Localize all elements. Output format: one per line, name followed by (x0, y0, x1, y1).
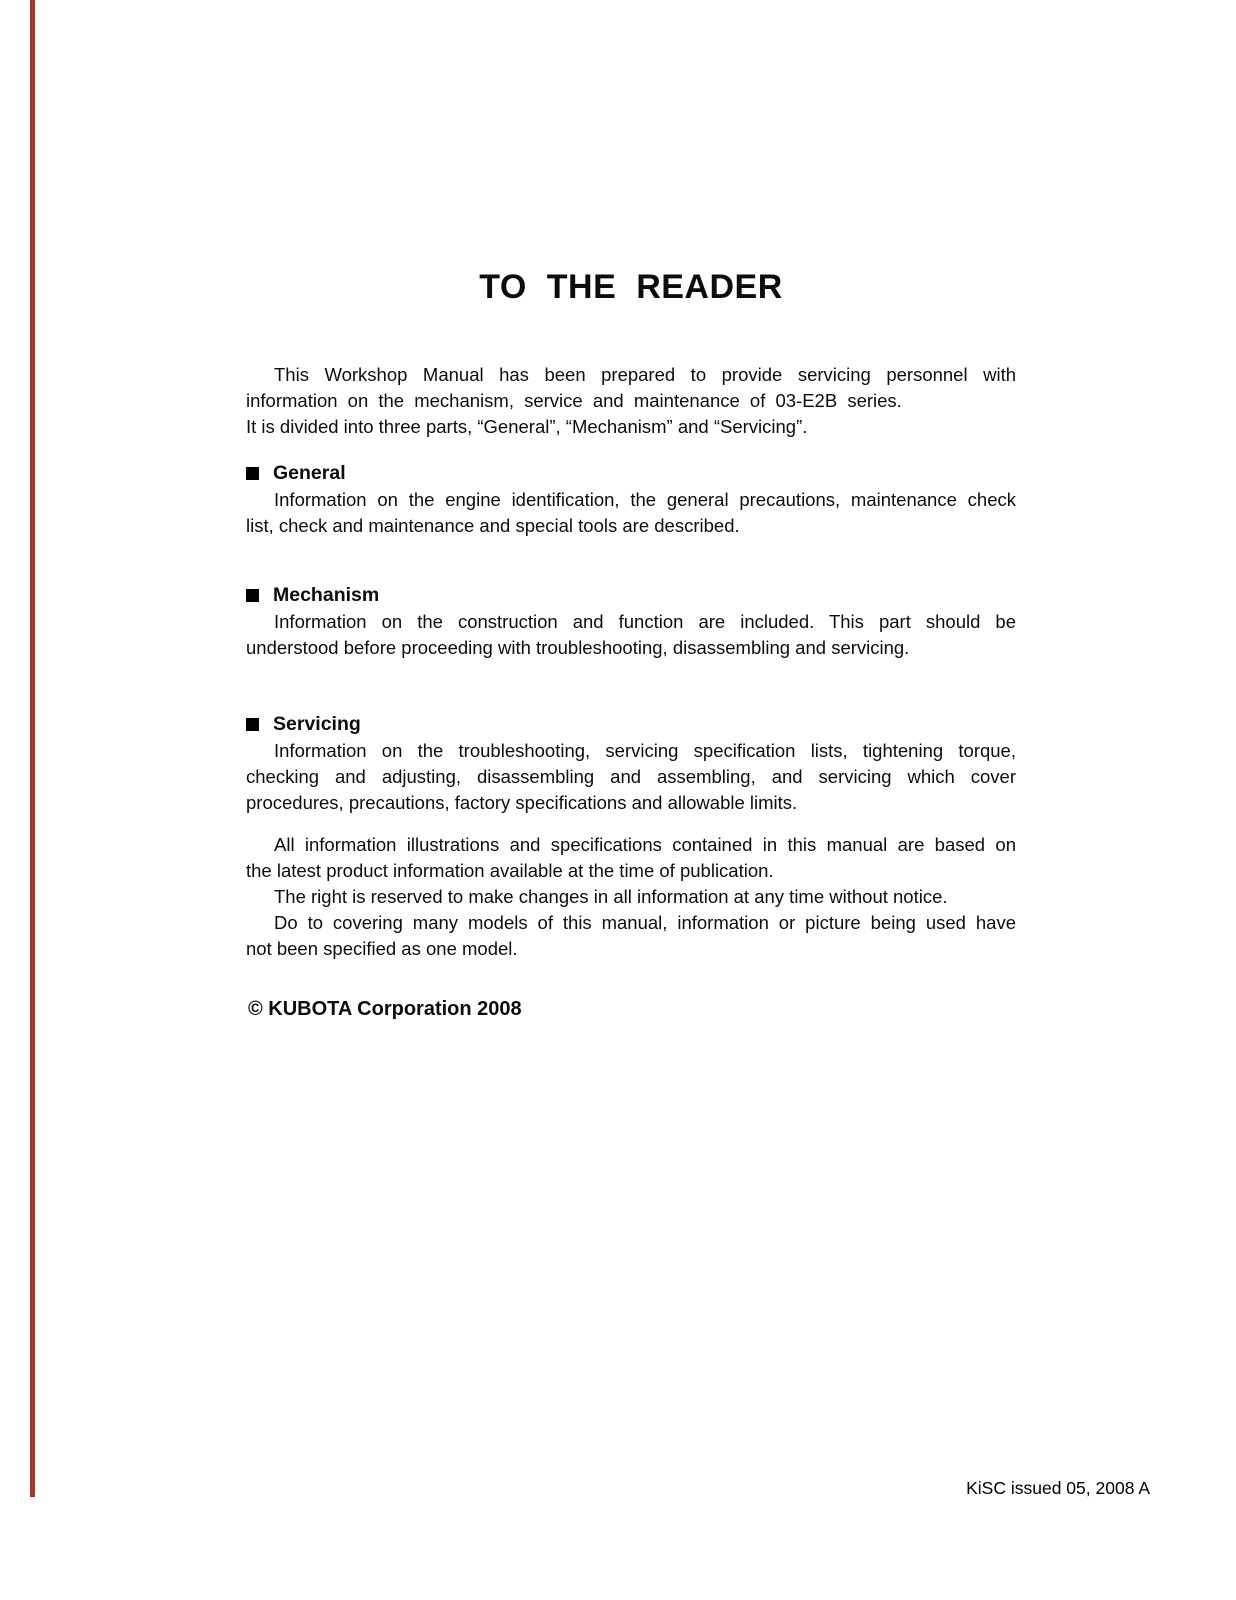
closing-paragraph-3 (246, 910, 1016, 962)
paragraph-line: procedures, precautions, factory specifications and allowable limits. (246, 792, 798, 813)
section-general-paragraph (246, 487, 1016, 539)
copyright-line: © KUBOTA Corporation 2008 (248, 998, 522, 1020)
paragraph-line: not been specified as one model. (246, 938, 518, 959)
section-servicing-paragraph (246, 738, 1016, 816)
square-bullet-icon (246, 718, 259, 731)
paragraph-line: All information illustrations and specifications contained in this manual are based on (274, 834, 1016, 855)
paragraph-line: Information on the troubleshooting, servicing specification lists, tightening torque, (274, 740, 1016, 761)
paragraph-line: understood before proceeding with troubleshooting, disassembling and servicing. (246, 637, 910, 658)
intro-line: information on the mechanism, service and maintenance of 03-E2B series. (246, 390, 902, 411)
footer-issue-note: KiSC issued 05, 2008 A (966, 1478, 1150, 1498)
square-bullet-icon (246, 467, 259, 480)
paragraph-line: Information on the construction and function are included. This part should be (274, 611, 1016, 632)
closing-paragraph-2 (246, 884, 1016, 910)
section-heading-mechanism (246, 582, 1016, 608)
left-red-rule (30, 0, 35, 1497)
section-heading-label: General (273, 462, 346, 484)
intro-line: It is divided into three parts, “General”, “Mechanism” and “Servicing”. (246, 416, 808, 437)
section-heading-label: Mechanism (273, 584, 380, 606)
intro-line: This Workshop Manual has been prepared to provide servicing personnel with (274, 364, 1016, 385)
section-heading-general (246, 460, 1016, 486)
square-bullet-icon (246, 589, 259, 602)
paragraph-line: Information on the engine identification, the general precautions, maintenance check (274, 489, 1016, 510)
paragraph-line: the latest product information available at the time of publication. (246, 860, 774, 881)
paragraph-line: Do to covering many models of this manual, information or picture being used have (274, 912, 1016, 933)
section-heading-label: Servicing (273, 713, 361, 735)
paragraph-line: The right is reserved to make changes in all information at any time without notice. (274, 886, 948, 907)
section-heading-servicing (246, 711, 1016, 737)
intro-paragraph (246, 362, 1016, 440)
paragraph-line: list, check and maintenance and special tools are described. (246, 515, 740, 536)
page-title: TO THE READER (479, 268, 783, 306)
closing-paragraph-1 (246, 832, 1016, 884)
section-mechanism-paragraph (246, 609, 1016, 661)
paragraph-line: checking and adjusting, disassembling and assembling, and servicing which cover (246, 766, 1016, 787)
